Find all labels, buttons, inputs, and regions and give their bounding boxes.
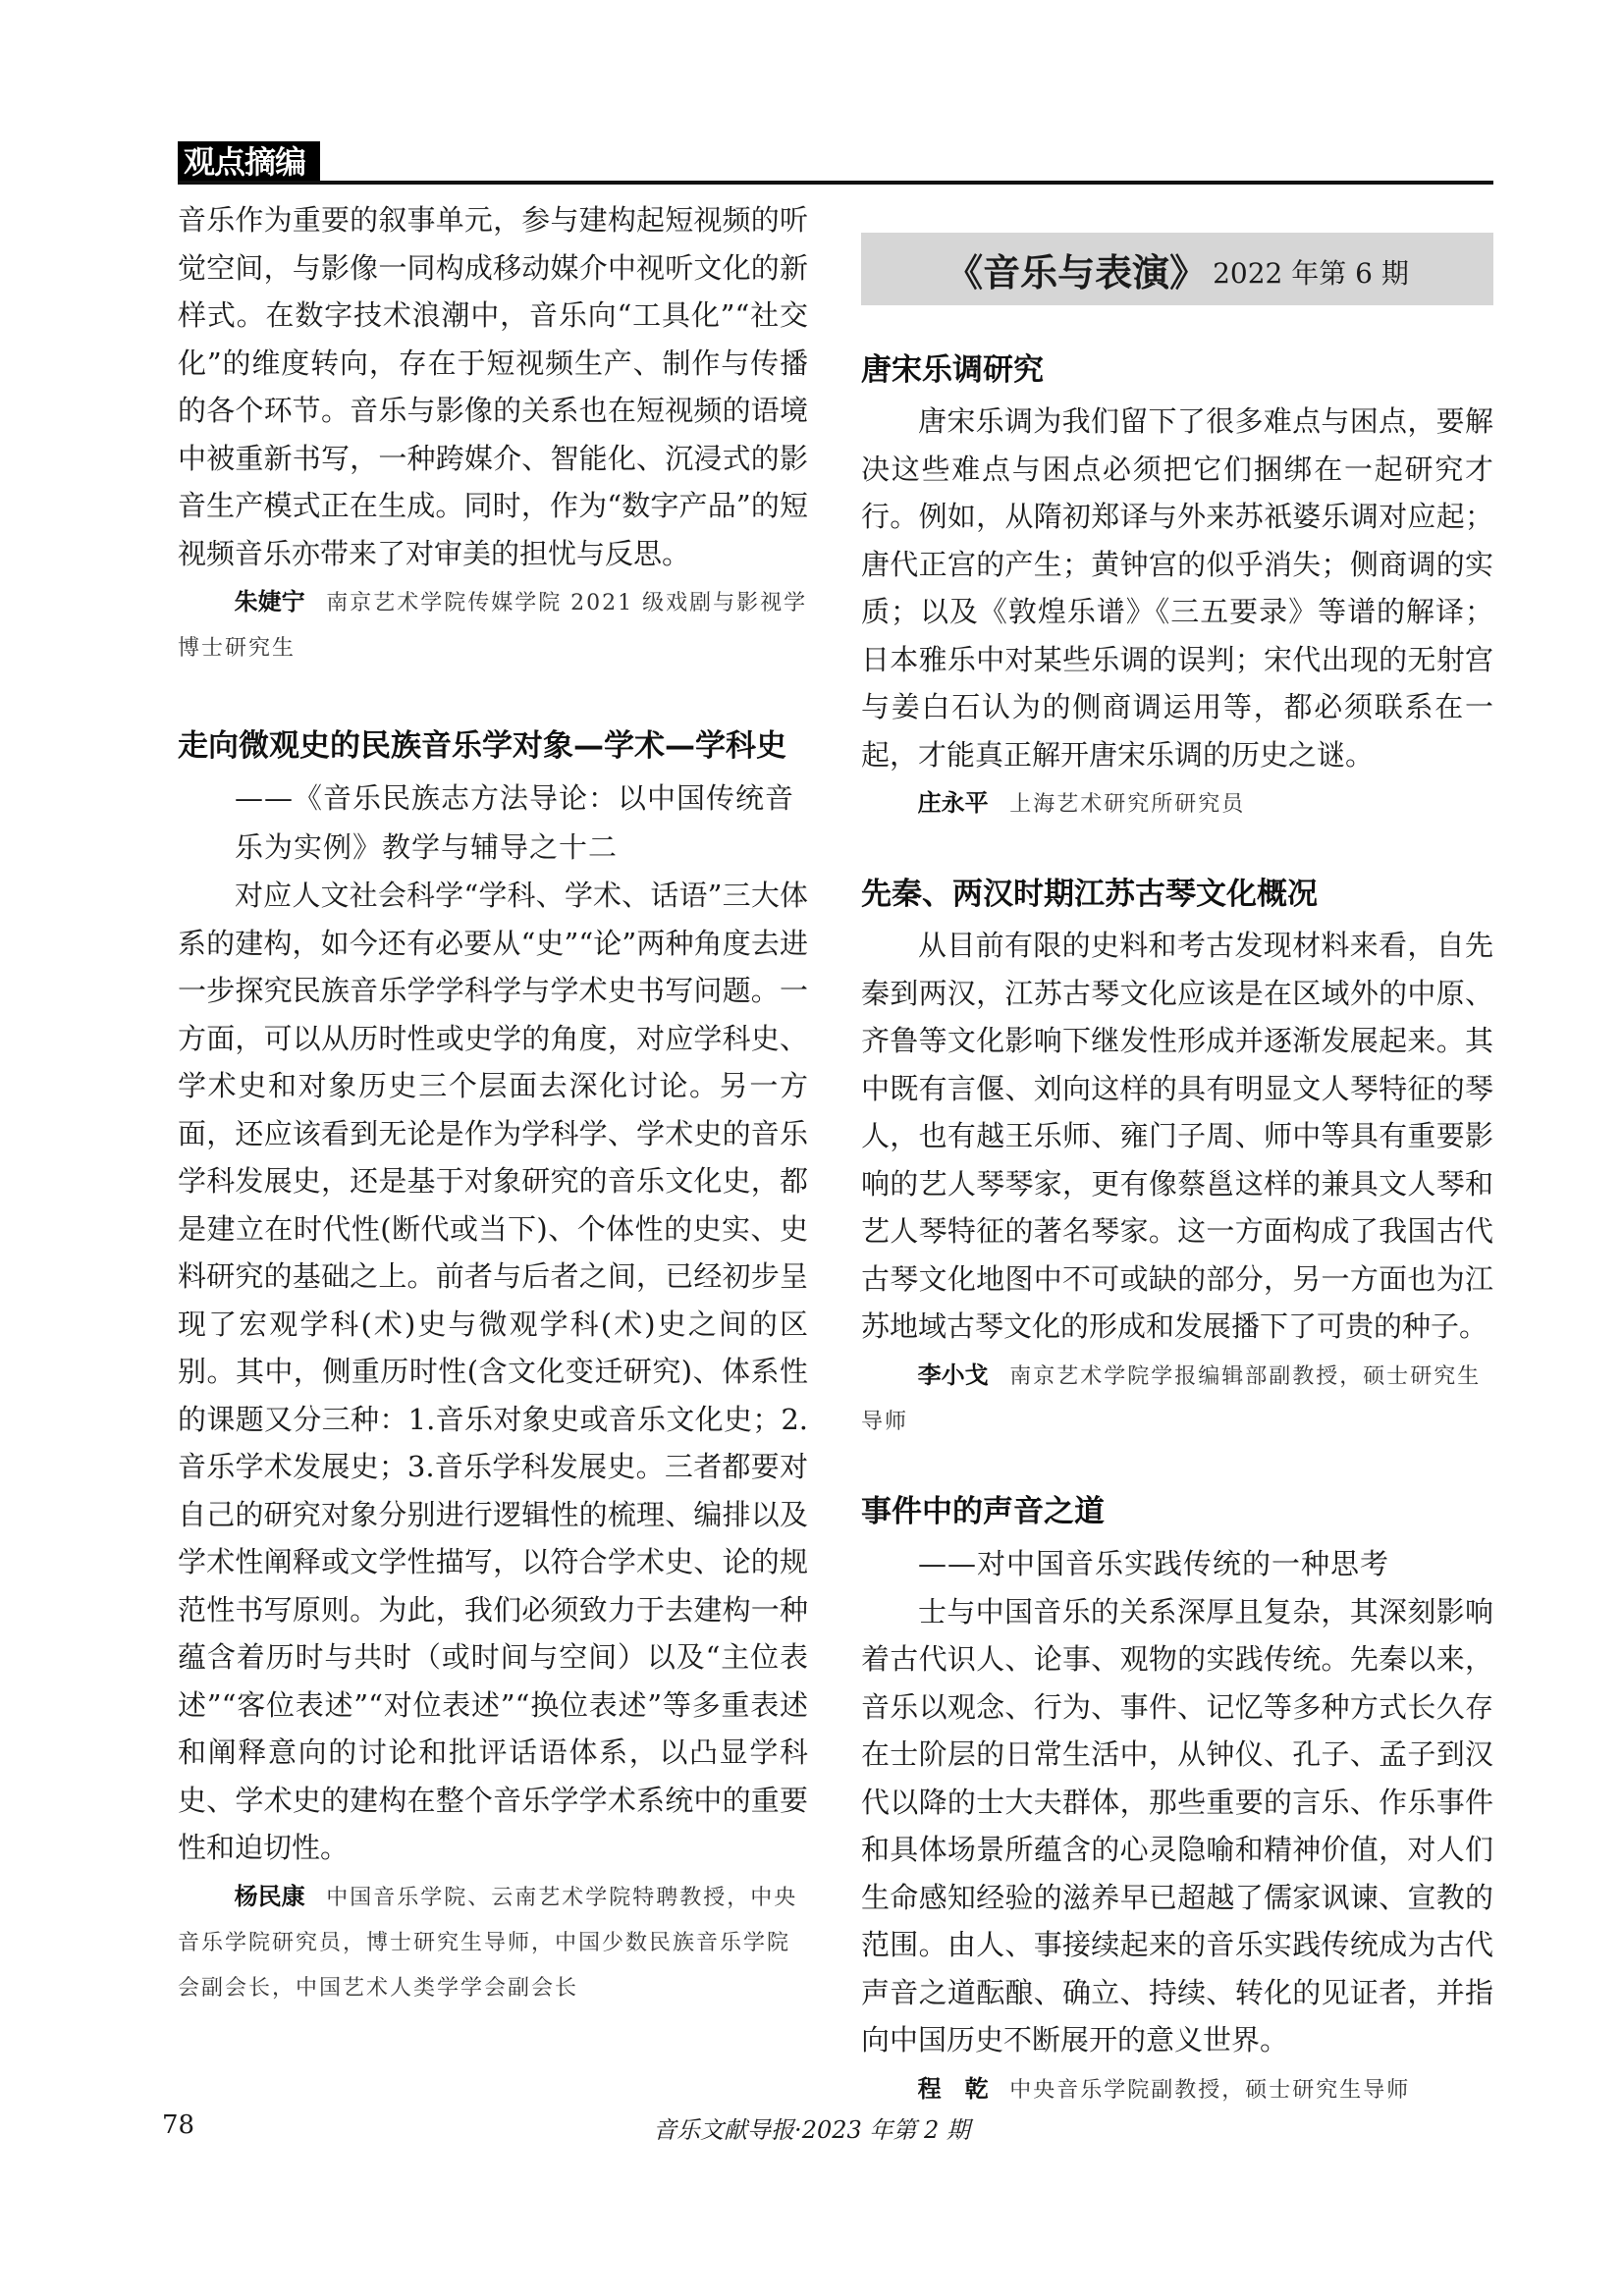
article-title: 走向微观史的民族音乐学对象—学术—学科史 xyxy=(178,728,786,764)
source-issue: 2022 年第 6 期 xyxy=(1213,257,1409,290)
abstract-article xyxy=(861,867,1493,1445)
article-author: 程 乾 xyxy=(917,2074,989,2103)
article-affiliation: 中央音乐学院副教授，硕士研究生导师 xyxy=(1009,2077,1411,2103)
right-column xyxy=(861,196,1493,2113)
article-byline xyxy=(861,780,1493,828)
article-title: 先秦、两汉时期江苏古琴文化概况 xyxy=(861,877,1318,912)
header-rule xyxy=(178,181,1493,185)
article-author: 庄永平 xyxy=(917,789,989,817)
intro-paragraph: 音乐作为重要的叙事单元，参与建构起短视频的听觉空间，与影像一同构成移动媒介中视听文化的新样式。在数字技术浪潮中，音乐向“工具化”“社交化”的维度转向，存在于短视频生产、制作与传播的各个环节。音乐与影像的关系也在短视频的语境中被重新书写，一种跨媒介、智能化、沉浸式的影音生产模式正在生成。同时，作为“数字产品”的短视频音乐亦带来了对审美的担忧与反思。 xyxy=(178,203,808,570)
article-byline xyxy=(861,1353,1493,1445)
section-label: 观点摘编 xyxy=(178,141,320,183)
source-journal: 《音乐与表演》 xyxy=(946,250,1208,294)
left-column xyxy=(178,196,808,2011)
intro-byline xyxy=(178,579,808,671)
article-body: 士与中国音乐的关系深厚且复杂，其深刻影响着古代识人、论事、观物的实践传统。先秦以来，音乐以观念、行为、事件、记忆等多种方式长久存在士阶层的日常生活中，从钟仪、孔子、孟子到汉代以降的士大夫群体，那些重要的言乐、作乐事件和具体场景所蕴含的心灵隐喻和精神价值，对人们生命感知经验的滋养早已超越了儒家讽谏、宣教的范围。由人、事接续起来的音乐实践传统成为古代声音之道酝酿、确立、持续、转化的见证者，并指向中国历史不断展开的意义世界。 xyxy=(861,1594,1493,2056)
article-byline xyxy=(861,2066,1493,2113)
running-footer: 音乐文献导报·2023 年第 2 期 xyxy=(653,2116,970,2144)
article-title: 事件中的声音之道 xyxy=(861,1493,1105,1529)
intro-author: 朱婕宁 xyxy=(234,588,305,615)
article-title: 唐宋乐调研究 xyxy=(861,352,1044,388)
article-affiliation: 上海艺术研究所研究员 xyxy=(1009,792,1246,817)
source-issue-box xyxy=(861,233,1493,305)
intro-affiliation: 南京艺术学院传媒学院 2021 级戏剧与影视学博士研究生 xyxy=(178,591,808,661)
article-body: 从目前有限的史料和考古发现材料来看，自先秦到两汉，江苏古琴文化应该是在区域外的中原、齐鲁等文化影响下继发性形成并逐渐发展起来。其中既有言偃、刘向这样的具有明显文人琴特征的琴人，也有越王乐师、雍门子周、师中等具有重要影响的艺人琴琴家，更有像蔡邕这样的兼具文人琴和艺人琴特征的著名琴家。这一方面构成了我国古代古琴文化地图中不可或缺的部分，另一方面也为江苏地域古琴文化的形成和发展播下了可贵的种子。 xyxy=(861,929,1493,1343)
page-number: 78 xyxy=(162,2110,195,2140)
article-body: 对应人文社会科学“学科、学术、话语”三大体系的建构，如今还有必要从“史”“论”两种角度去进一步探究民族音乐学学科学与学术史书写问题。一方面，可以从历时性或史学的角度，对应学科史、学术史和对象历史三个层面去深化讨论。另一方面，还应该看到无论是作为学科学、学术史的音乐学科发展史，还是基于对象研究的音乐文化史，都是建立在时代性(断代或当下)、个体性的史实、史料研究的基础之上。前者与后者之间，已经初步呈现了宏观学科(术)史与微观学科(术)史之间的区别。其中，侧重历时性(含文化变迁研究)、体系性的课题又分三种：1.音乐对象史或音乐文化史；2. 音乐学术发展史；3.音乐学科发展史。三者都要对自己的研究对象分别进行逻辑性的梳理、编排以及学术性阐释或文学性描写，以符合学术史、论的规范性书写原则。为此，我们必须致力于去建构一种蕴含着历时与共时（或时间与空间）以及“主位表述”“客位表述”“对位表述”“换位表述”等多重表述和阐释意向的讨论和批评话语体系，以凸显学科史、学术史的建构在整个音乐学学术系统中的重要性和迫切性。 xyxy=(178,879,808,1864)
article-body: 唐宋乐调为我们留下了很多难点与困点，要解决这些难点与困点必须把它们捆绑在一起研究才行。例如，从隋初郑译与外来苏祇婆乐调对应起；唐代正宫的产生；黄钟宫的似乎消失；侧商调的实质；以及《敦煌乐谱》《三五要录》等谱的解译；日本雅乐中对某些乐调的误判；宋代出现的无射宫与姜白石认为的侧商调运用等，都必须联系在一起，才能真正解开唐宋乐调的历史之谜。 xyxy=(861,404,1493,772)
abstract-article xyxy=(861,1484,1493,2113)
article-author: 杨民康 xyxy=(234,1882,305,1910)
article-subtitle: ——《音乐民族志方法导论：以中国传统音乐为实例》教学与辅导之十二 xyxy=(235,781,795,864)
article-subtitle: ——对中国音乐实践传统的一种思考 xyxy=(918,1546,1390,1580)
article-byline xyxy=(178,1874,808,2011)
article-affiliation: 中国音乐学院、云南艺术学院特聘教授，中央音乐学院研究员，博士研究生导师，中国少数民族音乐学院会副会长，中国艺术人类学学会副会长 xyxy=(178,1885,798,2001)
article-author: 李小戈 xyxy=(917,1361,989,1389)
abstract-article xyxy=(861,343,1493,828)
article-affiliation: 南京艺术学院学报编辑部副教授，硕士研究生导师 xyxy=(861,1363,1482,1434)
